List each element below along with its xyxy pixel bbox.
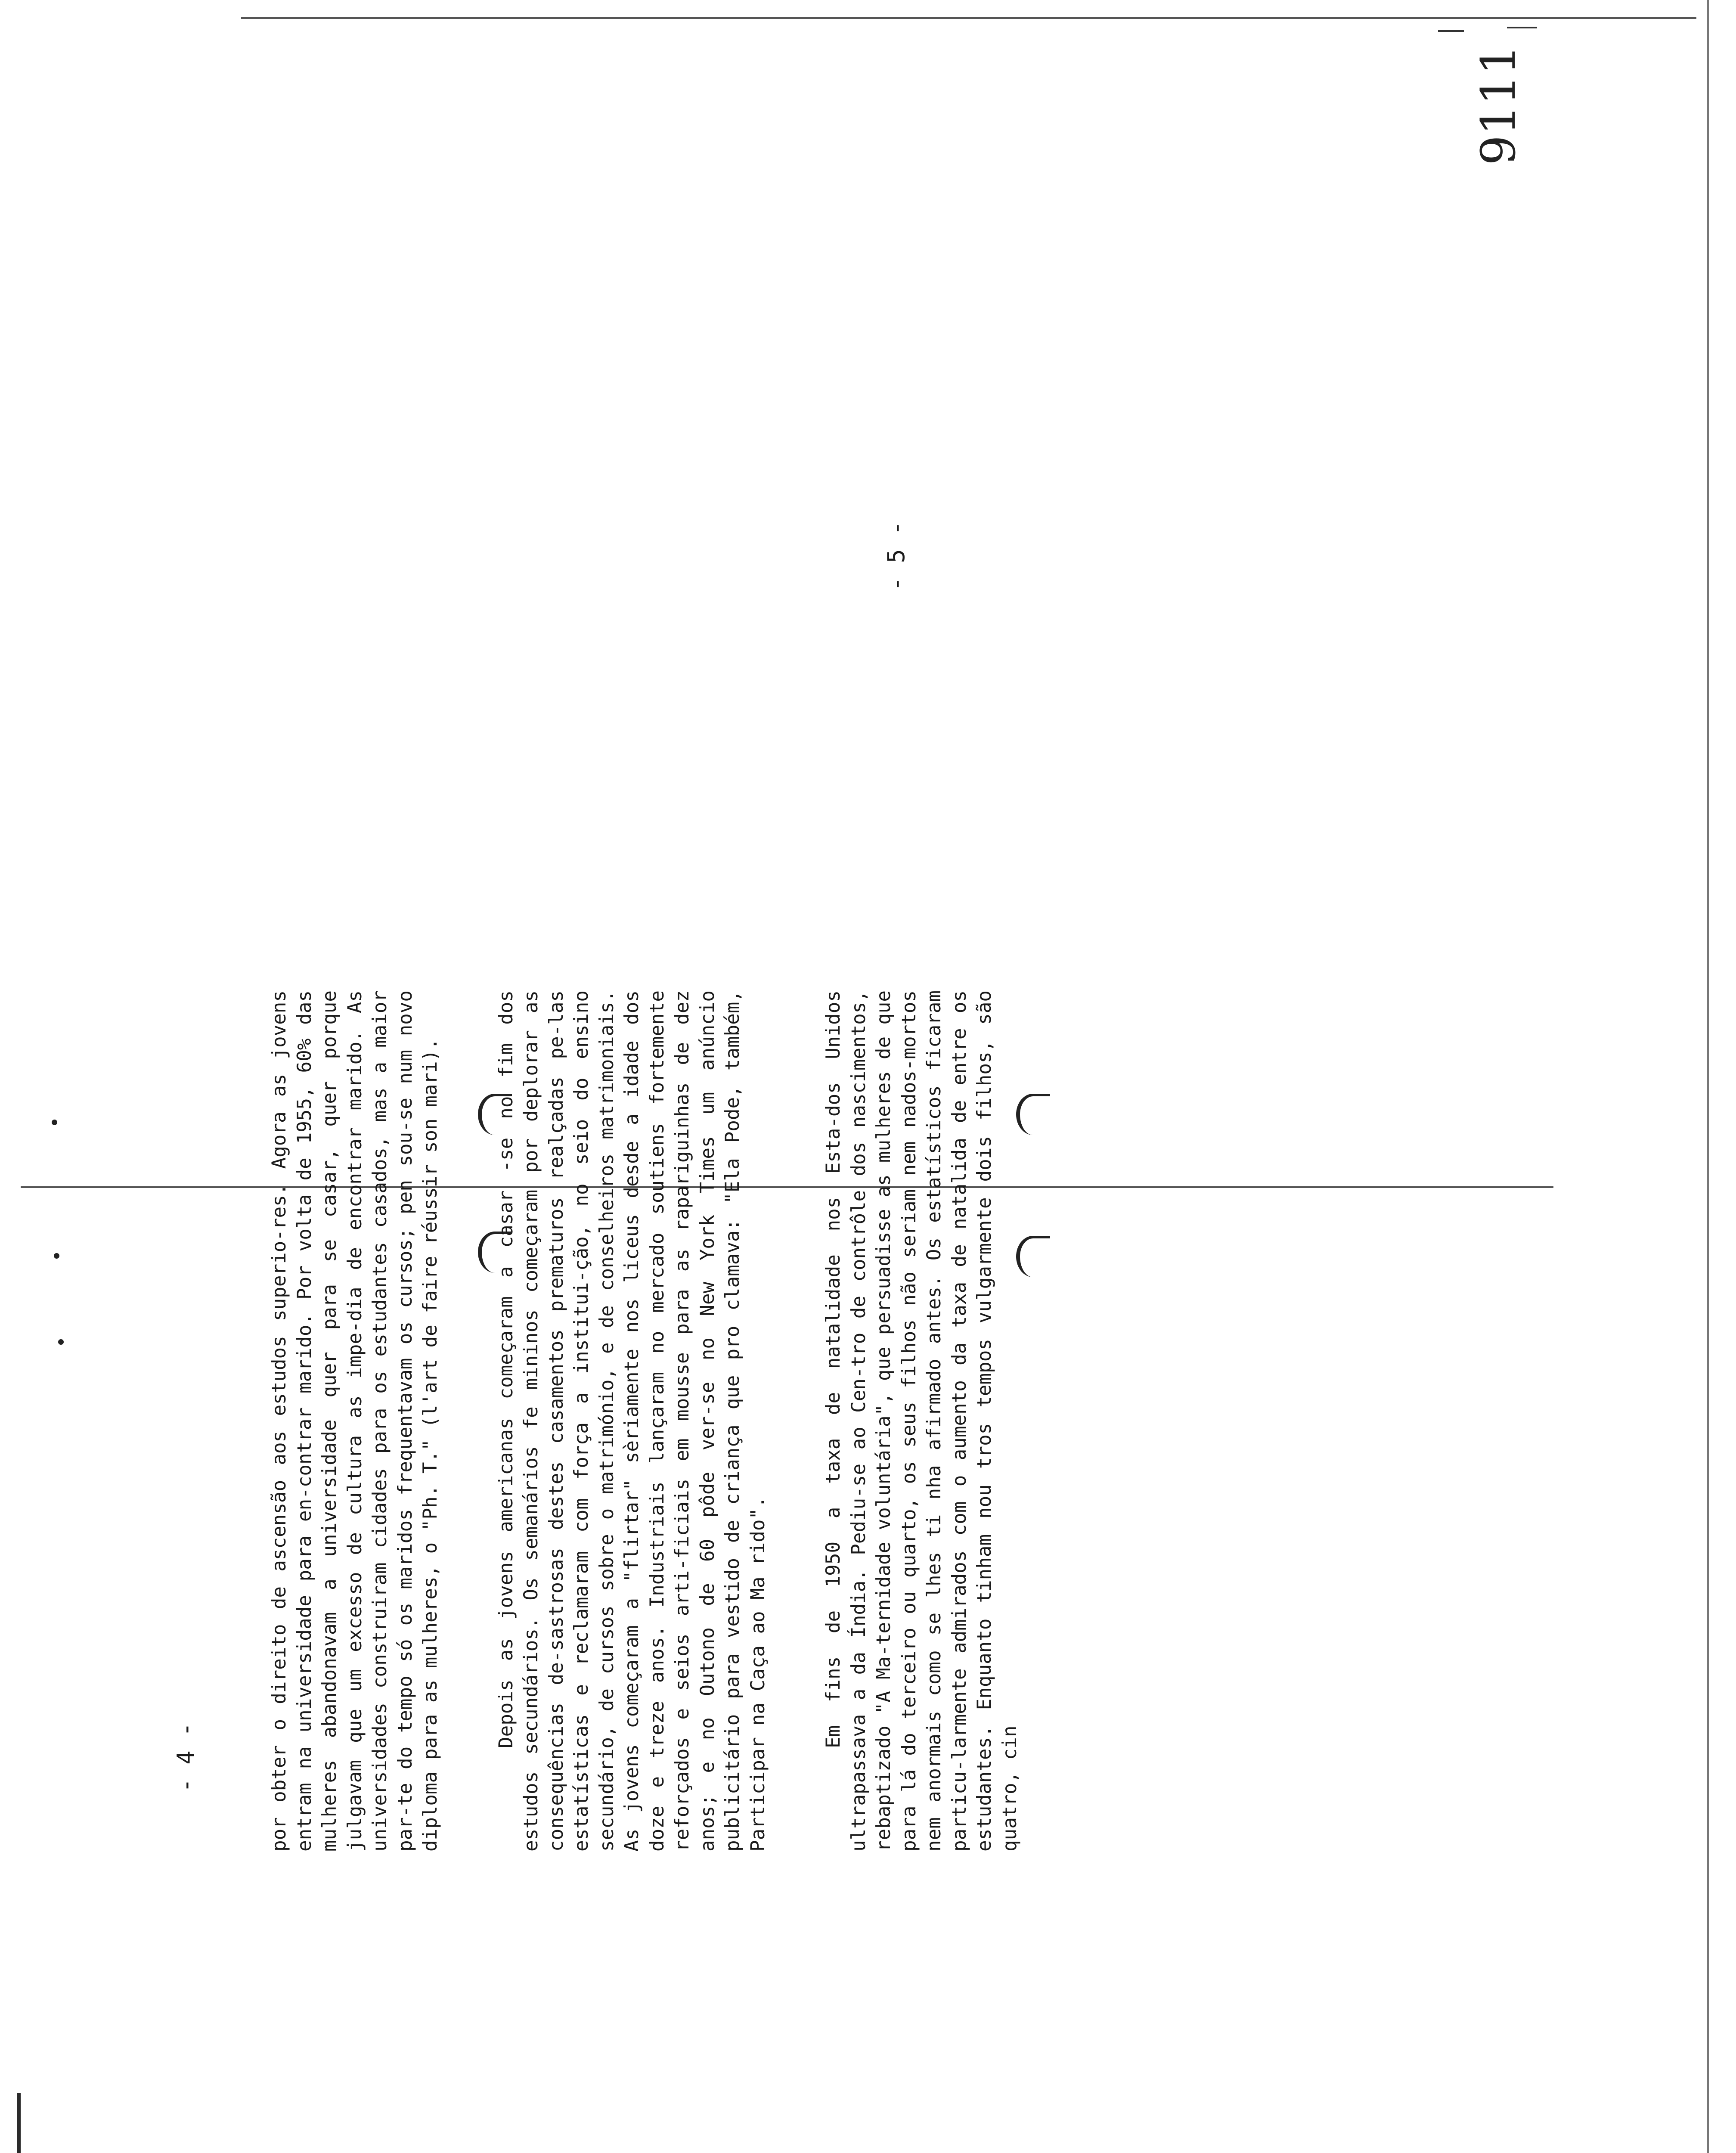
page-number-right: - 5 - bbox=[882, 521, 910, 591]
right-page-text bbox=[267, 990, 1378, 1852]
page-number-left: - 4 - bbox=[172, 1722, 199, 1793]
right-paragraph-2: Depois as jovens americanas começaram a casar -se no fim dos estudos secundários. Os semanários fe mininos começaram por deplorar as consequências de-sastrosas destes casamentos prematuros realçadas pe-las estatísticas e reclamaram com força a institui-ção, no seio do ensino secundário, de cursos sobre o matrimónio, e de conselheiros matrimoniais. As jovens começaram a "flirtar" sèriamente nos liceus desde a idade dos doze e treze anos. Industriais lançaram no mercado soutiens fortemente reforçados e seios arti-ficiais em mousse para as rapariguinhas de dez anos; e no Outono de 60 pôde ver-se no New York Times um anúncio publicitário para vestido de criança que pro clamava: "Ela Pode, também, Participar na Caça ao Ma rido". bbox=[495, 990, 769, 1852]
scan-dot bbox=[52, 1120, 57, 1125]
scan-edge-top bbox=[241, 17, 1696, 19]
scan-border-left bbox=[17, 2093, 21, 2153]
scan-tick-top-right bbox=[1438, 30, 1464, 32]
scan-dot bbox=[58, 1339, 64, 1345]
right-paragraph-3: Em fins de 1950 a taxa de natalidade nos Esta-dos Unidos ultrapassava a da Índia. Pediu-se ao Cen-tro de contrôle dos nascimentos, rebaptizado "A Ma-ternidade voluntária", que persuadisse as mulheres de que para lá do terceiro ou quarto, os seus filhos não seriam nem nados-mortos nem anormais como se lhes ti nha afirmado antes. Os estatísticos ficaram particu-larmente admirados com o aumento da taxa de natalida de entre os estudantes. Enquanto tinham nou tros tempos vulgarmente dois filhos, são quatro, cin bbox=[822, 990, 1021, 1852]
handwritten-reference: 9111 bbox=[1470, 45, 1526, 165]
scan-dot bbox=[54, 1253, 59, 1259]
scan-edge-right bbox=[1707, 0, 1709, 2153]
scan-tick-top-right-2 bbox=[1507, 27, 1537, 28]
right-paragraph-1: por obter o direito de ascensão aos estudos superio-res. Agora as jovens entram na universidade para en-contrar marido. Por volta de 1955, 60% das mulheres abandonavam a universidade quer para se casar, quer porque julgavam que um excesso de cultura as impe-dia de encontrar marido. As universidades construiram cidades para os estudantes casados, mas a maior par-te do tempo só os maridos frequentavam os cursos; pen sou-se num novo diploma para as mulheres, o "Ph. T." (l'art de faire réussir son mari). bbox=[268, 990, 441, 1852]
